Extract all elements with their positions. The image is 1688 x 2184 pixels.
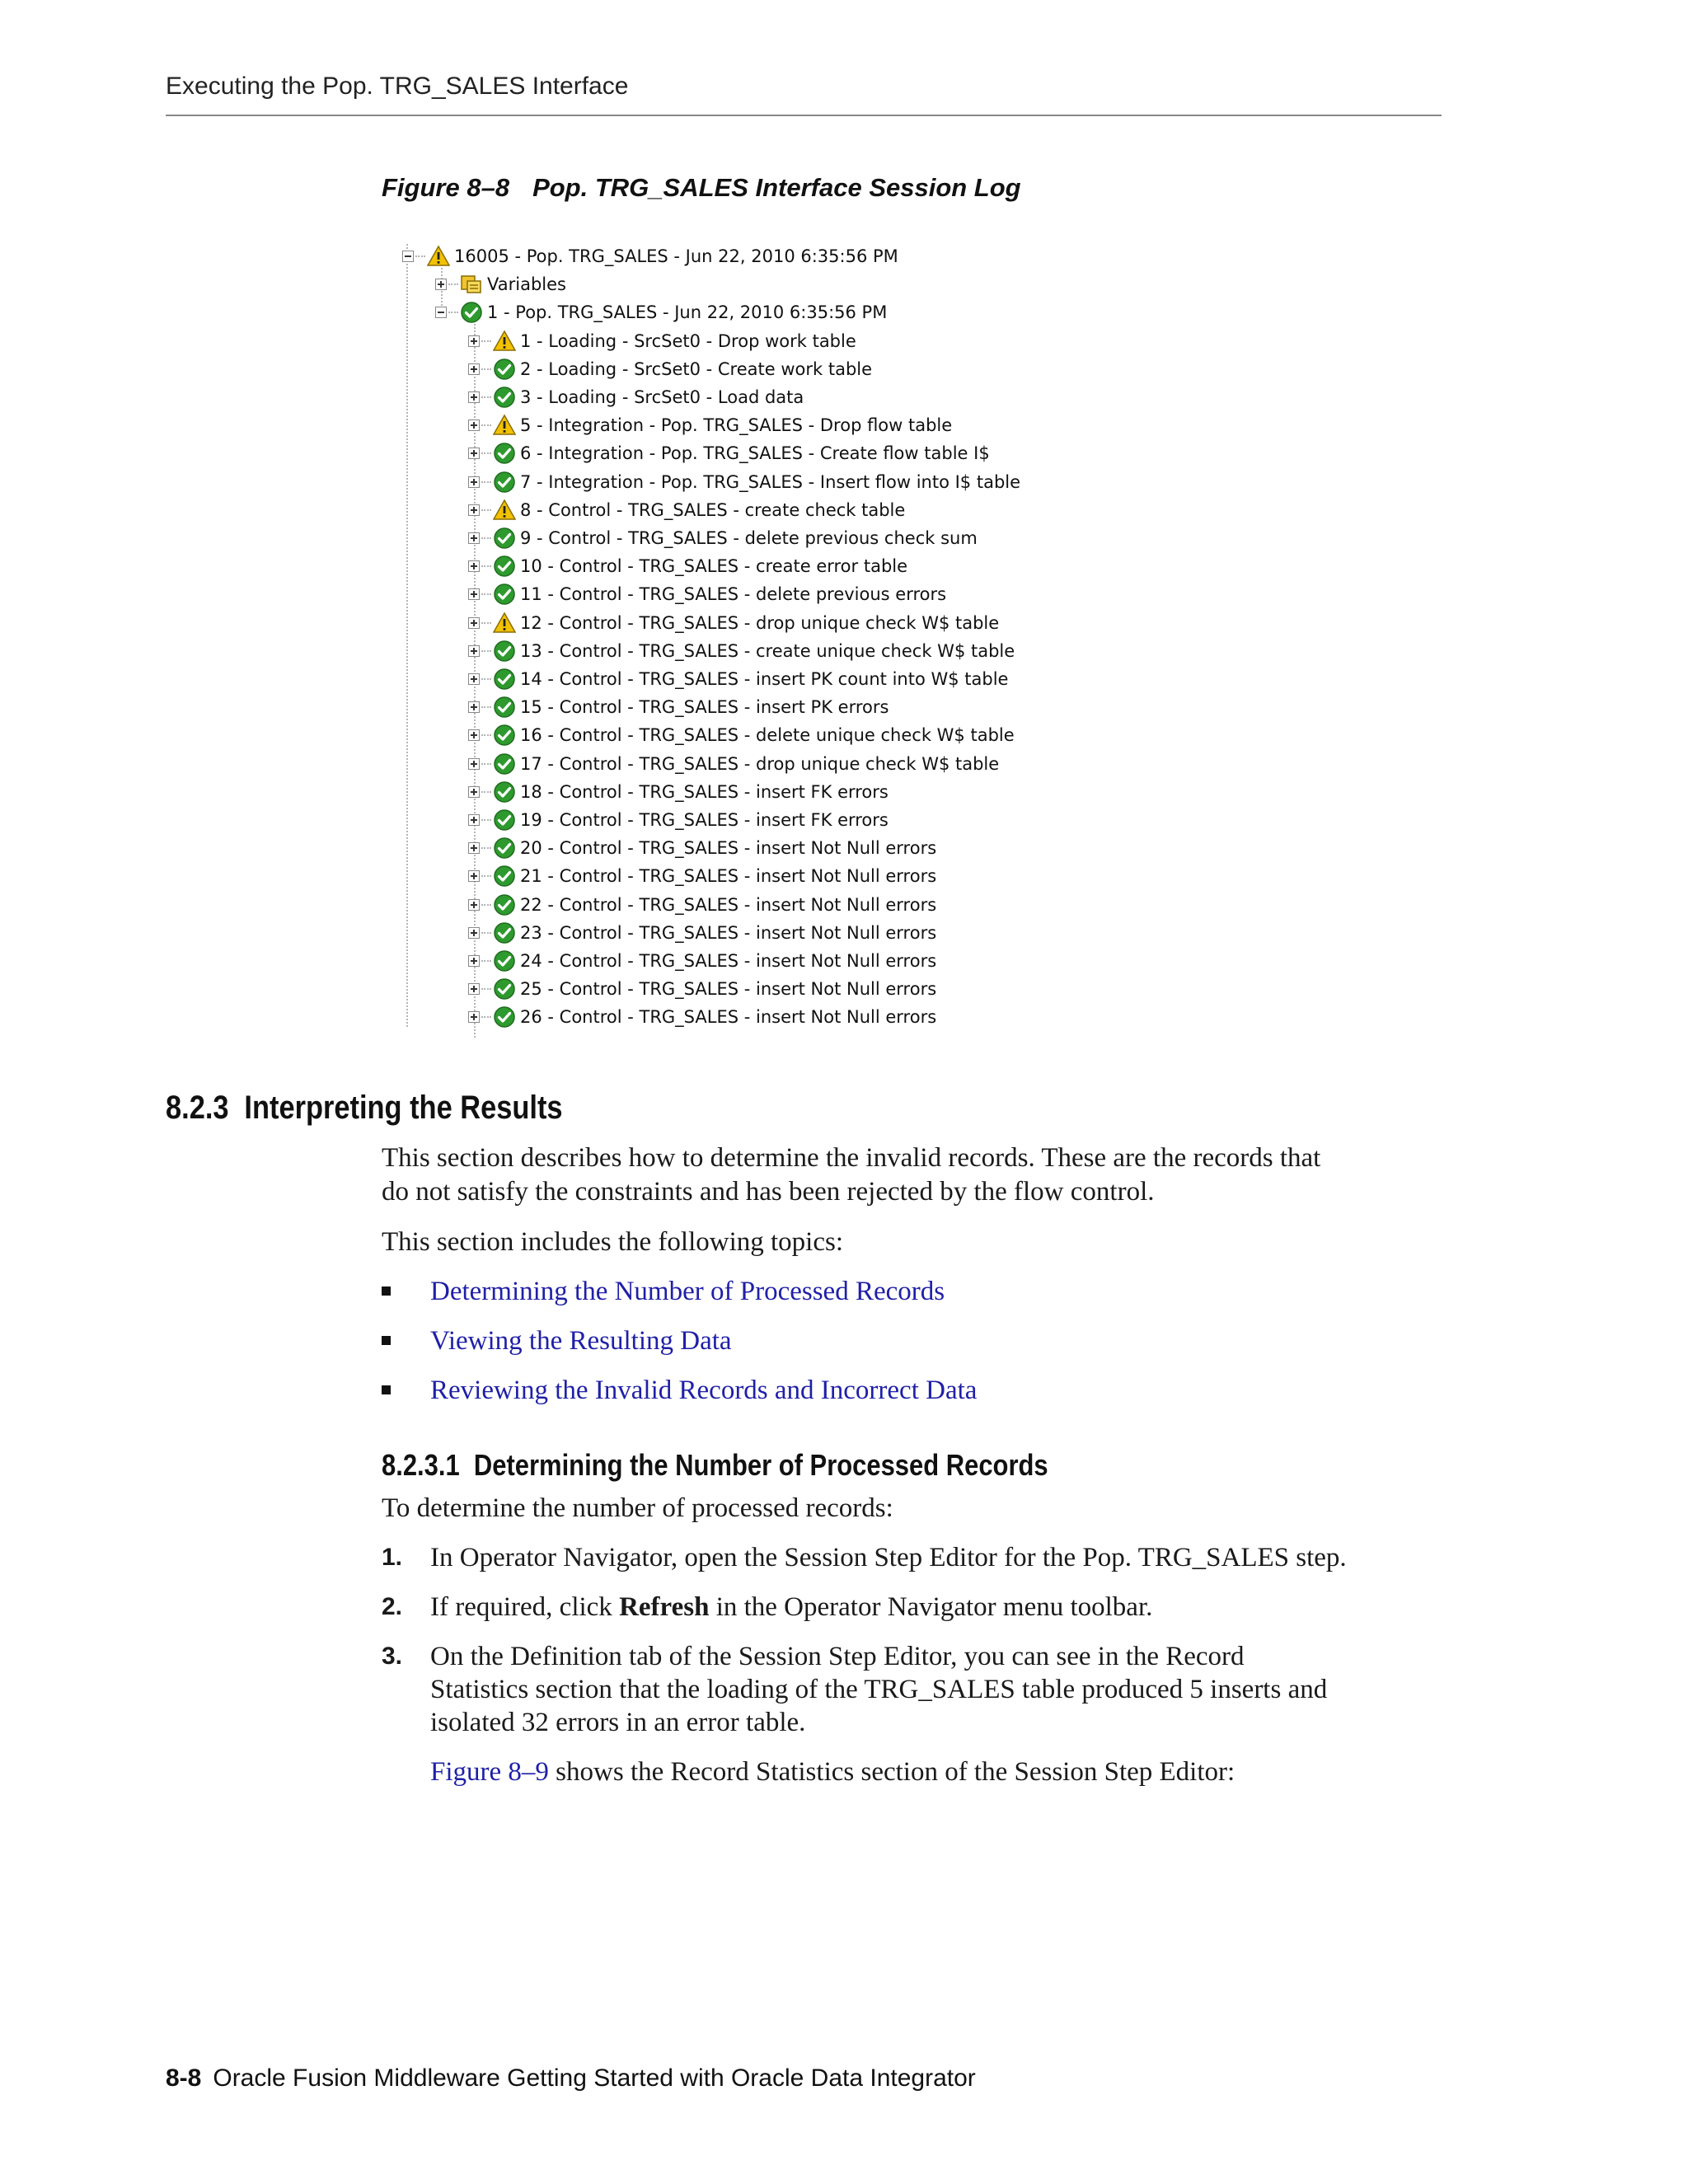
expand-icon[interactable] [468,870,480,882]
success-icon [493,555,516,578]
tree-node-label: 26 - Control - TRG_SALES - insert Not Null errors [520,1007,937,1028]
tree-node-label: 9 - Control - TRG_SALES - delete previous check sum [520,528,978,548]
tree-node-label: 16 - Control - TRG_SALES - delete unique check W$ table [520,725,1015,746]
tree-node-label: 20 - Control - TRG_SALES - insert Not Null errors [520,838,937,859]
intro-line-1: This section describes how to determine the invalid records. These are the records that [382,1143,1321,1173]
collapse-icon[interactable] [402,251,414,262]
tree-connector [481,847,491,849]
bullet-icon [382,1336,391,1345]
tree-guide-line [406,244,408,1027]
subsection-heading [382,1448,1048,1483]
tree-connector [481,509,491,511]
warning-icon [493,612,516,635]
expand-icon[interactable] [468,419,480,431]
tree-node[interactable] [468,695,889,719]
expand-icon[interactable] [468,673,480,685]
header-rule [166,115,1442,116]
tree-node[interactable] [468,921,936,945]
expand-icon[interactable] [435,279,447,290]
tree-node-label: 12 - Control - TRG_SALES - drop unique check W$ table [520,612,1000,633]
expand-icon[interactable] [468,504,480,516]
tree-connector [481,960,491,962]
tree-connector [481,650,491,652]
figure-title: Pop. TRG_SALES Interface Session Log [532,173,1021,202]
expand-icon[interactable] [468,701,480,713]
tree-node-label: 6 - Integration - Pop. TRG_SALES - Create flow table I$ [520,443,990,464]
expand-icon[interactable] [468,476,480,488]
tree-node-label: 1 - Pop. TRG_SALES - Jun 22, 2010 6:35:56 PM [487,302,888,323]
section-title: Interpreting the Results [244,1090,563,1126]
expand-icon[interactable] [468,532,480,544]
expand-icon[interactable] [468,645,480,657]
expand-icon[interactable] [468,983,480,995]
expand-icon[interactable] [468,1011,480,1023]
tree-node[interactable] [402,244,898,269]
tree-node[interactable] [468,723,1015,748]
bullet-icon [382,1385,391,1394]
tree-connector [481,452,491,454]
tree-node-label: 5 - Integration - Pop. TRG_SALES - Drop flow table [520,415,953,436]
section-intro [382,1141,1453,1209]
tree-node-label: 11 - Control - TRG_SALES - delete previous errors [520,584,947,605]
subsection-intro: To determine the number of processed records: [382,1493,893,1523]
success-icon [493,668,516,691]
tree-node-label: 17 - Control - TRG_SALES - drop unique check W$ table [520,753,1000,774]
success-icon [493,386,516,409]
figure-label: Figure 8–8 [382,173,510,202]
expand-icon[interactable] [468,391,480,403]
tree-node[interactable] [468,329,856,354]
tree-node[interactable] [468,780,889,804]
tree-node-label: 3 - Loading - SrcSet0 - Load data [520,387,804,407]
success-icon [493,442,516,465]
tree-node[interactable] [468,385,804,410]
tree-connector [448,312,458,313]
warning-icon [493,414,516,437]
expand-icon[interactable] [468,786,480,798]
expand-icon[interactable] [468,842,480,854]
tree-node[interactable] [468,357,872,382]
tree-node[interactable] [468,441,990,466]
success-icon [493,865,516,888]
success-icon [493,808,516,832]
success-icon [493,921,516,944]
tree-connector [481,706,491,708]
section-heading [166,1090,563,1127]
tree-node[interactable] [468,413,952,438]
tree-node-label: 25 - Control - TRG_SALES - insert Not Null errors [520,979,937,1000]
tree-node-label: 13 - Control - TRG_SALES - create unique check W$ table [520,640,1015,661]
tree-connector [481,622,491,624]
tree-node-label: 21 - Control - TRG_SALES - insert Not Null errors [520,866,937,887]
tree-node-label: 15 - Control - TRG_SALES - insert PK errors [520,697,889,718]
step-number: 1. [382,1544,403,1571]
expand-icon[interactable] [468,363,480,375]
subsection-number: 8.2.3.1 [382,1448,460,1482]
step-number: 3. [382,1643,403,1670]
tree-node[interactable] [468,808,889,832]
variables-icon [460,273,483,296]
page-number: 8-8 [166,2064,202,2092]
tree-node-label: 23 - Control - TRG_SALES - insert Not Null errors [520,922,937,943]
tree-node[interactable] [468,836,936,860]
success-icon [493,949,516,972]
tree-connector [481,396,491,398]
tree-node-label: 19 - Control - TRG_SALES - insert FK errors [520,810,889,830]
success-icon [493,893,516,916]
tree-node[interactable] [468,470,1020,494]
tree-node-label: 18 - Control - TRG_SALES - insert FK errors [520,781,889,802]
tree-connector [481,481,491,483]
page-header: Executing the Pop. TRG_SALES Interface [166,73,629,100]
expand-icon[interactable] [468,560,480,572]
topics-intro: This section includes the following topics: [382,1227,844,1257]
expand-icon[interactable] [468,899,480,911]
intro-line-2: do not satisfy the constraints and has been rejected by the flow control. [382,1177,1155,1207]
tree-node[interactable] [468,977,936,1001]
expand-icon[interactable] [468,814,480,826]
session-log-tree [402,244,1021,1032]
topic-link-resulting-data[interactable]: Viewing the Resulting Data [430,1326,732,1356]
tree-node[interactable] [468,498,905,523]
step-text: If required, click Refresh in the Operator Navigator menu toolbar. [430,1592,1153,1622]
tree-connector [481,988,491,990]
tree-connector [481,424,491,426]
expand-icon[interactable] [468,955,480,967]
topic-link-invalid-records[interactable]: Reviewing the Invalid Records and Incorrect Data [430,1376,978,1405]
success-icon [493,696,516,719]
expand-icon[interactable] [468,617,480,629]
tree-node-label: 8 - Control - TRG_SALES - create check table [520,499,906,520]
page-footer [166,2064,976,2093]
success-icon [493,977,516,1001]
warning-icon [493,330,516,353]
success-icon [493,471,516,494]
tree-node-label: 10 - Control - TRG_SALES - create error table [520,556,908,577]
success-icon [493,527,516,550]
tree-connector [481,875,491,877]
step-text: In Operator Navigator, open the Session Step Editor for the Pop. TRG_SALES step. [430,1543,1347,1572]
tree-node-label: 7 - Integration - Pop. TRG_SALES - Insert flow into I$ table [520,471,1021,492]
tree-node[interactable] [468,554,907,579]
tree-node-label: 14 - Control - TRG_SALES - insert PK count into W$ table [520,669,1009,689]
tree-node-label: 1 - Loading - SrcSet0 - Drop work table [520,330,856,351]
bullet-icon [382,1286,391,1296]
expand-icon[interactable] [468,729,480,741]
tree-node-label: 16005 - Pop. TRG_SALES - Jun 22, 2010 6:35:56 PM [454,246,898,266]
success-icon [493,724,516,747]
section-number: 8.2.3 [166,1090,229,1126]
expand-icon[interactable] [468,588,480,600]
tree-node[interactable] [468,949,936,973]
success-icon [493,358,516,381]
tree-node[interactable] [468,639,1015,663]
tree-node-label: 2 - Loading - SrcSet0 - Create work table [520,359,873,379]
tree-connector [481,368,491,370]
refresh-term: Refresh [619,1592,710,1622]
tree-connector [481,734,491,736]
tree-node-label: 22 - Control - TRG_SALES - insert Not Null errors [520,894,937,915]
topic-link-processed-records[interactable]: Determining the Number of Processed Records [430,1277,945,1306]
tree-node[interactable] [468,667,1008,691]
tree-node[interactable] [468,526,978,551]
tree-connector [481,932,491,934]
success-icon [493,1005,516,1029]
tree-connector [415,255,425,257]
warning-icon [427,245,450,268]
expand-icon[interactable] [468,335,480,347]
warning-icon [493,499,516,522]
tree-connector [481,763,491,765]
step-number: 2. [382,1593,403,1620]
tree-node[interactable] [468,1005,936,1029]
tree-connector [481,537,491,539]
success-icon [493,837,516,860]
tree-connector [481,678,491,680]
figure-8-9-link[interactable]: Figure 8–9 [430,1757,549,1787]
success-icon [460,301,483,324]
tree-node[interactable] [468,611,999,635]
tree-connector [481,1016,491,1018]
subsection-title: Determining the Number of Processed Records [473,1448,1048,1482]
book-title: Oracle Fusion Middleware Getting Started with Oracle Data Integrator [213,2064,976,2092]
tree-node[interactable] [468,893,936,917]
success-icon [493,640,516,663]
step-text: On the Definition tab of the Session Step Editor, you can see in the Record Statistics section that the loading of the TRG_SALES table produced 5 inserts and isolated 32 errors in an error table. [430,1642,1328,1737]
expand-icon[interactable] [468,927,480,939]
success-icon [493,583,516,606]
tree-connector [481,593,491,595]
figure-caption [382,173,1021,203]
expand-icon[interactable] [468,448,480,459]
success-icon [493,752,516,776]
tree-node[interactable] [435,300,887,325]
tree-node-label: 24 - Control - TRG_SALES - insert Not Null errors [520,951,937,971]
tree-node[interactable] [468,582,946,607]
tree-connector [481,340,491,342]
tree-connector [481,565,491,567]
tree-connector [481,904,491,906]
expand-icon[interactable] [468,758,480,770]
tree-node-label: Variables [487,274,566,295]
tree-connector [448,284,458,285]
tree-node[interactable] [468,864,936,888]
tree-node[interactable] [435,272,566,297]
tree-connector [481,791,491,793]
tree-connector [481,819,491,821]
collapse-icon[interactable] [435,307,447,318]
success-icon [493,780,516,804]
tree-node[interactable] [468,752,999,776]
